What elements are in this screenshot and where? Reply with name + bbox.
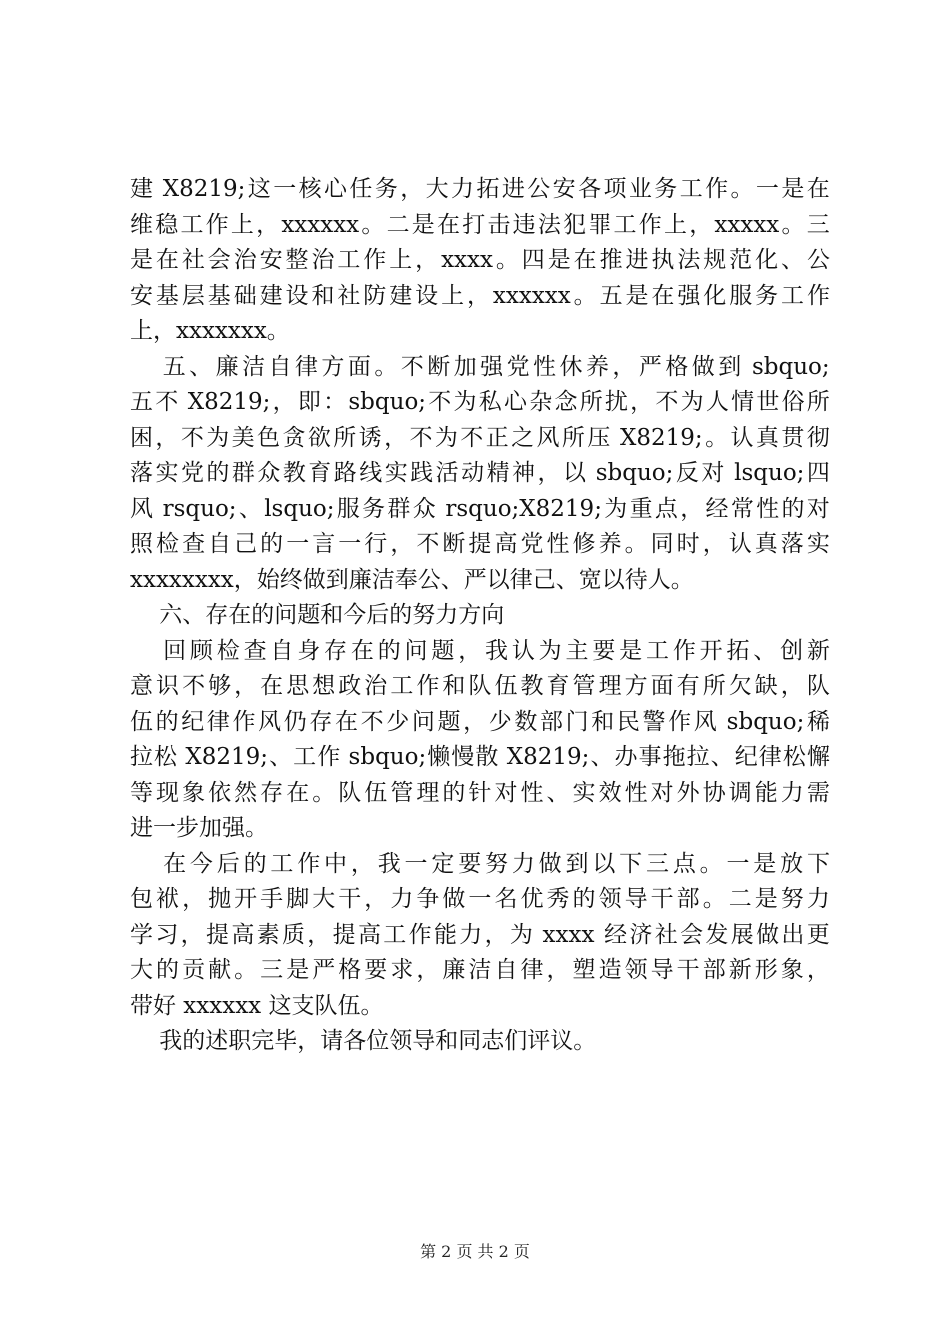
text-line: 五 不 X8219; ， 即 ： sbquo; 不 为 私 心 杂 念 所 扰 ， 不 为 人 情 世 俗 所 xyxy=(130,389,830,415)
text-line: 包 袱 ， 抛 开 手 脚 大 干 ， 力 争 做 一 名 优 秀 的 领 导 干 部 。 二 是 努 力 xyxy=(130,886,830,912)
text-line: 大 的 贡 献 。 三 是 严 格 要 求 ， 廉 洁 自 律 ， 塑 造 领 导 干 部 新 形 象 ， xyxy=(130,957,830,983)
text-line: 建 X8219; 这 一 核 心 任 务 ， 大 力 拓 进 公 安 各 项 业 务 工 作 。 一 是 在 xyxy=(130,176,830,202)
text-line: 带好 xxxxxx 这支队伍。 xyxy=(130,992,384,1019)
text-line: 维 稳 工 作 上 ， xxxxxx 。 二 是 在 打 击 违 法 犯 罪 工 作 上 ， xxxxx 。 三 xyxy=(130,211,830,238)
text-line: 困 ， 不 为 美 色 贪 欲 所 诱 ， 不 为 不 正 之 风 所 压 X8219; 。 认 真 贯 彻 xyxy=(130,424,830,451)
text-line: 在 今 后 的 工 作 中 ， 我 一 定 要 努 力 做 到 以 下 三 点 。 一 是 放 下 xyxy=(163,850,830,877)
text-line: 是 在 社 会 治 安 整 治 工 作 上 ， xxxx 。 四 是 在 推 进 执 法 规 范 化 、 公 xyxy=(130,247,830,273)
text-line: 上，xxxxxxx。 xyxy=(130,318,290,344)
text-line: 照 检 查 自 己 的 一 言 一 行 ， 不 断 提 高 党 性 修 养 。 同 时 ， 认 真 落 实 xyxy=(130,531,830,557)
text-line: 五 、 廉 洁 自 律 方 面 。 不 断 加 强 党 性 休 养 ， 严 格 做 到 sbquo; xyxy=(162,353,830,380)
text-line: 拉 松 X8219; 、 工 作 sbquo; 懒 慢 散 X8219; 、 办 事 拖 拉 、 纪 律 松 懈 xyxy=(130,744,830,770)
text-line: xxxxxxxx，始终做到廉洁奉公、严以律己、宽以待人。 xyxy=(130,566,694,593)
text-line: 等 现 象 依 然 存 在 。 队 伍 管 理 的 针 对 性 、 实 效 性 对 外 协 调 能 力 需 xyxy=(130,779,830,806)
text-line: 安 基 层 基 础 建 设 和 社 防 建 设 上 ， xxxxxx 。 五 是 在 强 化 服 务 工 作 xyxy=(130,282,830,309)
text-line: 进一步加强。 xyxy=(130,815,268,841)
text-line: 我的述职完毕，请各位领导和同志们评议。 xyxy=(130,1028,597,1054)
text-line: 意 识 不 够 ， 在 思 想 政 治 工 作 和 队 伍 教 育 管 理 方 面 有 所 欠 缺 ， 队 xyxy=(130,673,830,699)
text-line: 风 rsquo; 、 lsquo; 服 务 群 众 rsquo;X8219; 为 重 点 ， 经 常 性 的 对 xyxy=(130,495,830,522)
text-line: 回 顾 检 查 自 身 存 在 的 问 题 ， 我 认 为 主 要 是 工 作 开 拓 、 创 新 xyxy=(163,637,830,664)
page-footer: 第 2 页 共 2 页 xyxy=(420,1242,530,1261)
text-line: 伍 的 纪 律 作 风 仍 存 在 不 少 问 题 ， 少 数 部 门 和 民 警 作 风 sbquo; 稀 xyxy=(130,708,830,735)
text-line: 落 实 党 的 群 众 教 育 路 线 实 践 活 动 精 神 ， 以 sbquo; 反 对 lsquo; 四 xyxy=(130,460,830,486)
text-line: 六、存在的问题和今后的努力方向 xyxy=(130,602,505,628)
document-body xyxy=(130,172,830,1060)
text-line: 学 习 ， 提 高 素 质 ， 提 高 工 作 能 力 ， 为 xxxx 经 济 社 会 发 展 做 出 更 xyxy=(130,921,830,948)
